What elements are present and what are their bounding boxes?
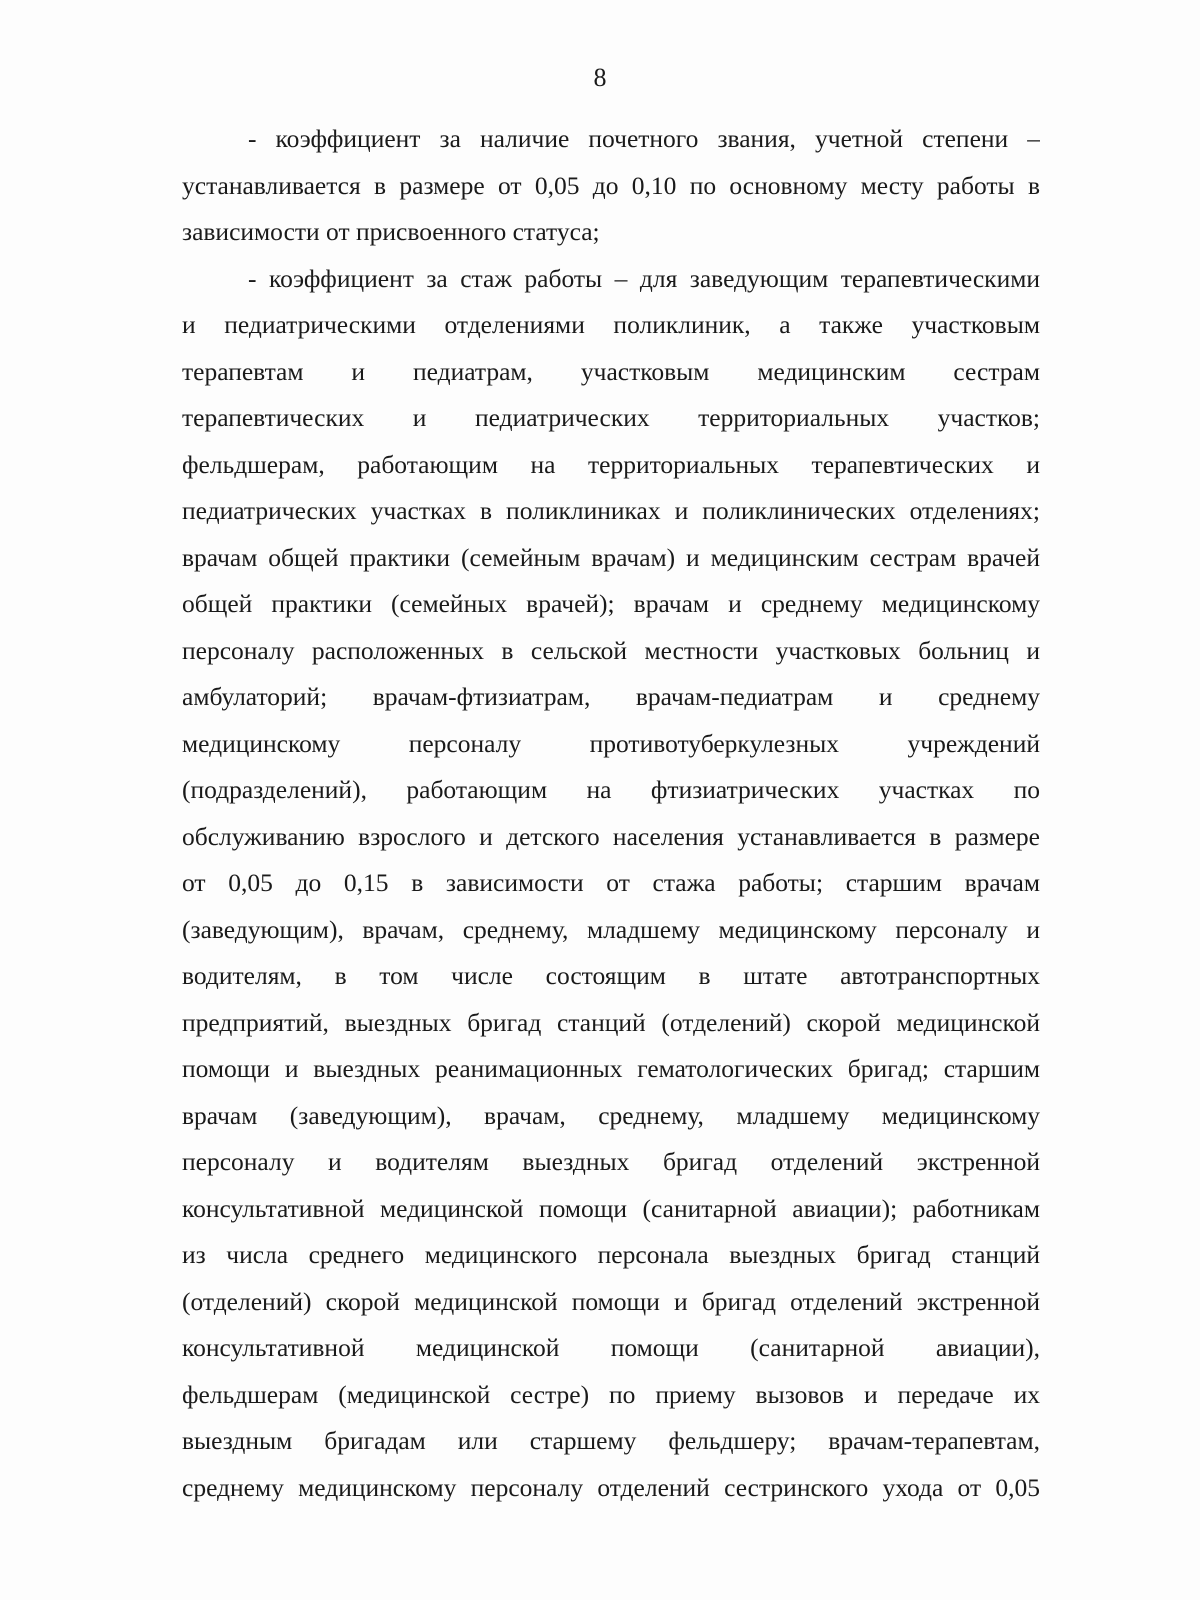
text-line: консультативной медицинской помощи (санитарной авиации), xyxy=(182,1333,1040,1362)
paragraph-work-experience-coefficient xyxy=(182,256,1040,1512)
text-line: устанавливается в размере от 0,05 до 0,10 по основному месту работы в xyxy=(182,170,1040,200)
text-line: предприятий, выездных бригад станций (отделений) скорой медицинской xyxy=(182,1007,1040,1037)
text-line: фельдшерам (медицинской сестре) по приему вызовов и передаче их xyxy=(182,1379,1040,1409)
text-line: от 0,05 до 0,15 в зависимости от стажа работы; старшим врачам xyxy=(182,868,1040,897)
text-line: терапевтических и педиатрических территориальных участков; xyxy=(182,403,1040,432)
text-line: водителям, в том числе состоящим в штате автотранспортных xyxy=(182,961,1040,990)
text-line: персоналу расположенных в сельской местности участковых больниц и xyxy=(182,635,1040,665)
text-line: терапевтам и педиатрам, участковым медицинским сестрам xyxy=(182,356,1040,386)
document-body xyxy=(182,116,1040,1511)
paragraph-honorary-title-coefficient xyxy=(182,116,1040,256)
text-line: общей практики (семейных врачей); врачам и среднему медицинскому xyxy=(182,589,1040,618)
text-line: врачам (заведующим), врачам, среднему, младшему медицинскому xyxy=(182,1100,1040,1130)
text-line: (заведующим), врачам, среднему, младшему медицинскому персоналу и xyxy=(182,914,1040,944)
page-number: 8 xyxy=(593,63,607,92)
text-line: врачам общей практики (семейным врачам) и медицинским сестрам врачей xyxy=(182,542,1040,572)
text-line: - коэффициент за наличие почетного звания, учетной степени – xyxy=(248,124,1040,153)
text-line: обслуживанию взрослого и детского населения устанавливается в размере xyxy=(182,821,1040,851)
text-line: консультативной медицинской помощи (санитарной авиации); работникам xyxy=(182,1193,1040,1223)
text-line: из числа среднего медицинского персонала выездных бригад станций xyxy=(182,1240,1040,1269)
text-line: фельдшерам, работающим на территориальных терапевтических и xyxy=(182,449,1040,479)
text-line: среднему медицинскому персоналу отделений сестринского ухода от 0,05 xyxy=(182,1472,1040,1502)
text-line: амбулаторий; врачам-фтизиатрам, врачам-педиатрам и среднему xyxy=(182,682,1040,711)
text-line: зависимости от присвоенного статуса; xyxy=(182,217,600,246)
text-line: персоналу и водителям выездных бригад отделений экстренной xyxy=(182,1147,1040,1176)
text-line: и педиатрическими отделениями поликлиник, а также участковым xyxy=(182,310,1040,339)
text-line: помощи и выездных реанимационных гематологических бригад; старшим xyxy=(182,1054,1040,1083)
text-line: педиатрических участках в поликлиниках и поликлинических отделениях; xyxy=(182,496,1040,525)
text-line: (подразделений), работающим на фтизиатрических участках по xyxy=(182,775,1040,804)
text-line: выездным бригадам или старшему фельдшеру; врачам-терапевтам, xyxy=(182,1426,1040,1455)
text-line: - коэффициент за стаж работы – для заведующим терапевтическими xyxy=(248,263,1040,293)
text-line: (отделений) скорой медицинской помощи и бригад отделений экстренной xyxy=(182,1286,1040,1316)
text-line: медицинскому персоналу противотуберкулезных учреждений xyxy=(182,728,1040,758)
